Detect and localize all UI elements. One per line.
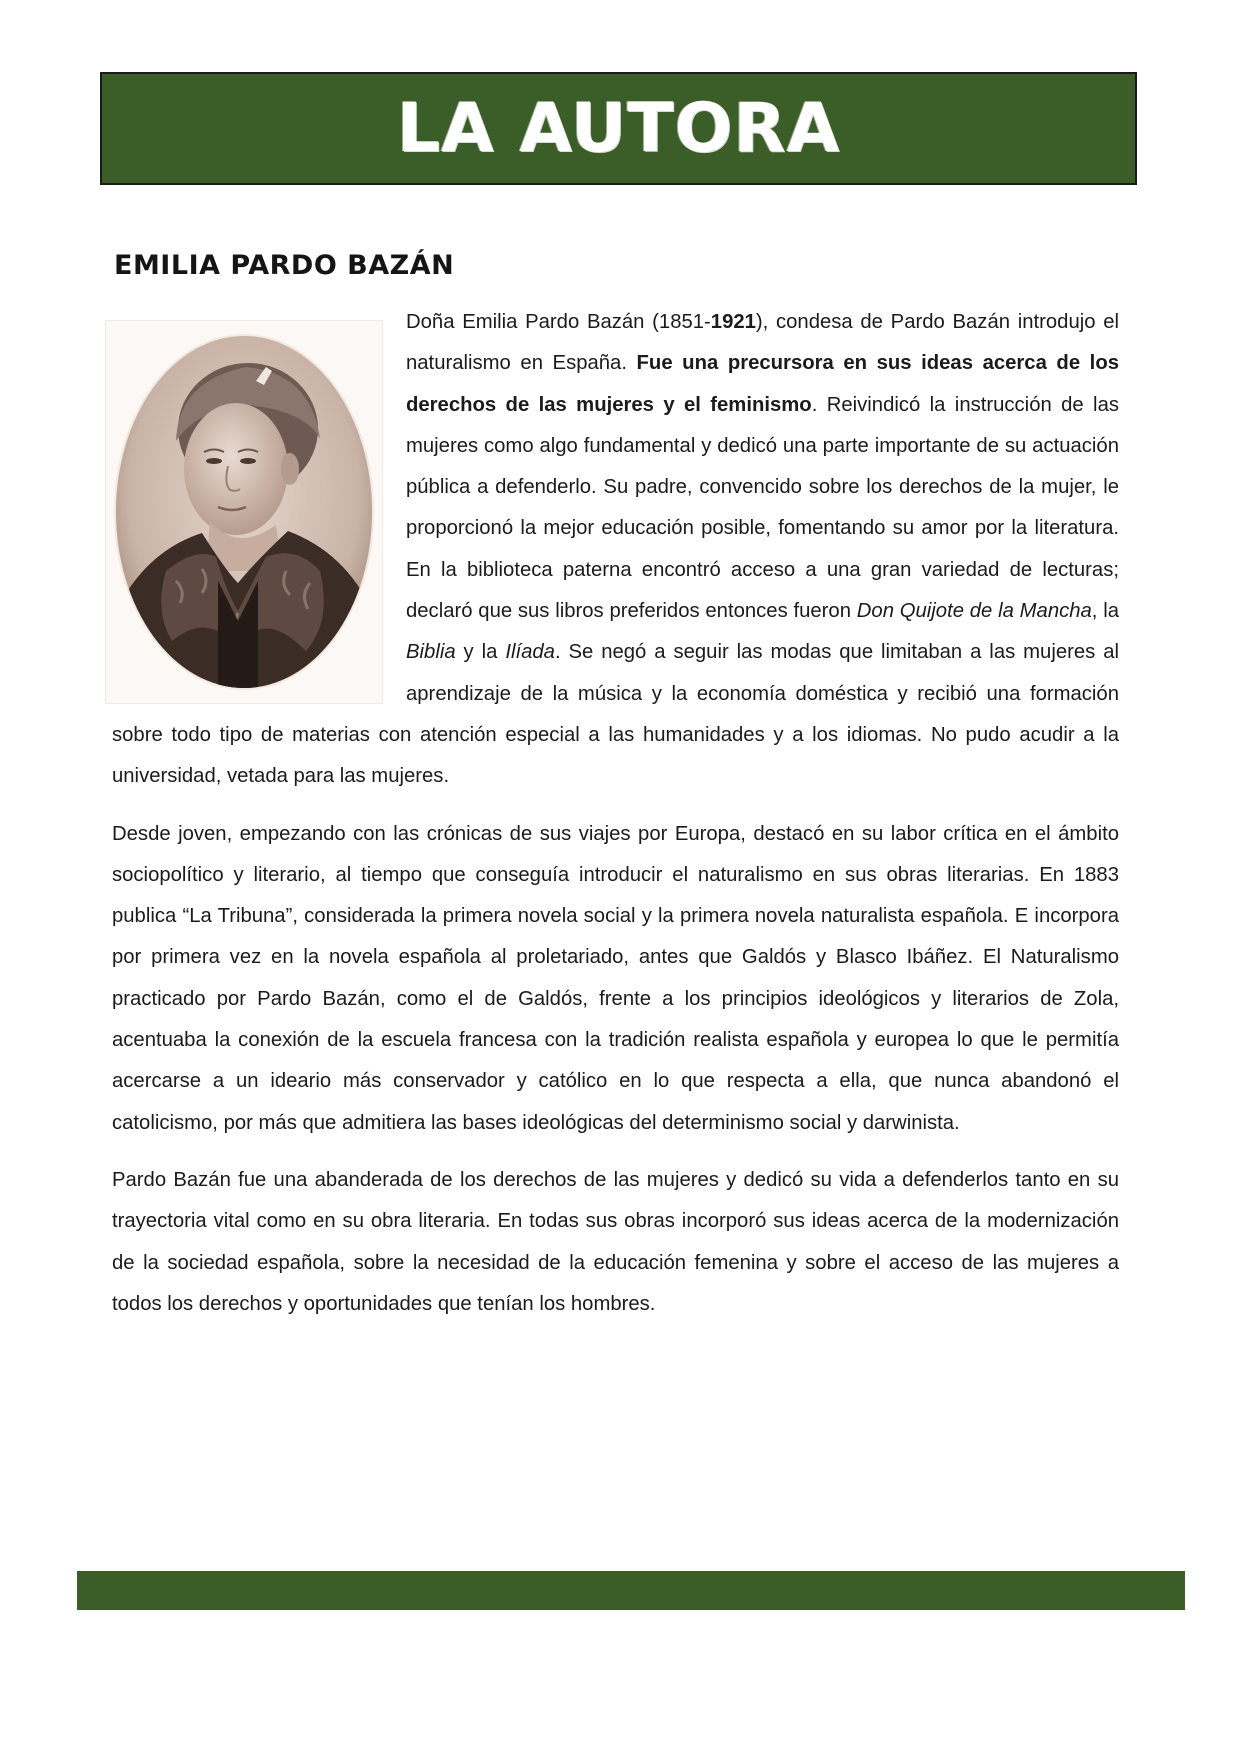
book-title-biblia: Biblia xyxy=(406,641,456,664)
banner-title: LA AUTORA xyxy=(396,88,841,168)
author-name-heading: EMILIA PARDO BAZÁN xyxy=(114,250,455,281)
intro-text-2: ), condesa de Pardo Bazán introdujo el naturalismo en España. xyxy=(406,311,1119,375)
title-banner xyxy=(100,72,1137,185)
intro-text-5: y la xyxy=(455,641,506,664)
paragraph-career: Desde joven, empezando con las crónicas de sus viajes por Europa, destacó en su labor crítica en el ámbito sociopolítico y literario, al tiempo que conseguía introducir el naturalismo en sus obras literarias. En 1883 publica “La Tribuna”, considerada la primera novela social y la primera novela naturalista española. E incorpora por primera vez en la novela española al proletariado, antes que Galdós y Blasco Ibáñez. El Naturalismo practicado por Pardo Bazán, como el de Galdós, frente a los principios ideológicos y literarios de Zola, acentuaba la conexión de la escuela francesa con la tradición realista española y europea lo que le permitía acercarse a un ideario más conservador y católico en lo que respecta a ella, que nunca abandonó el catolicismo, por más que admitiera las bases ideológicas del determinismo social y darwinista. xyxy=(112,822,1119,1134)
intro-text-1: Doña Emilia Pardo Bazán (1851- xyxy=(406,311,711,333)
paragraph-womens-rights: Pardo Bazán fue una abanderada de los derechos de las mujeres y dedicó su vida a defenderlos tanto en su trayectoria vital como en su obra literaria. En todas sus obras incorporó sus ideas acerca de la modernización de la sociedad española, sobre la necesidad de la educación femenina y sobre el acceso de las mujeres a todos los derechos y oportunidades que tenían los hombres. xyxy=(112,1168,1119,1315)
death-year: 1921 xyxy=(710,311,756,333)
book-title-quijote: Don Quijote de la Mancha xyxy=(856,600,1092,623)
intro-text-6: . Se negó a seguir las modas que limitaban a las mujeres al aprendizaje de la música y la economía doméstica y recibió una formación sobre todo tipo de materias con atención especial a las humanidades y a los idiomas. No pudo acudir a la universidad, vetada para las mujeres. xyxy=(112,641,1119,788)
book-title-iliada: Ilíada xyxy=(505,641,555,664)
article-body xyxy=(112,302,1119,1341)
intro-text-4: , la xyxy=(1091,600,1119,623)
footer-bar xyxy=(77,1571,1185,1610)
portrait-photo-icon xyxy=(106,321,382,703)
author-portrait xyxy=(106,321,382,703)
feminism-highlight: Fue una precursora en sus ideas acerca de los derechos de las mujeres y el feminismo xyxy=(406,352,1119,416)
intro-text-3: . Reivindicó la instrucción de las mujeres como algo fundamental y dedicó una parte importante de su actuación pública a defenderlo. Su padre, convencido sobre los derechos de la mujer, le proporcionó la mejor educación posible, fomentando su amor por la literatura. En la biblioteca paterna encontró acceso a una gran variedad de lecturas; declaró que sus libros preferidos entonces fueron xyxy=(406,393,1119,623)
